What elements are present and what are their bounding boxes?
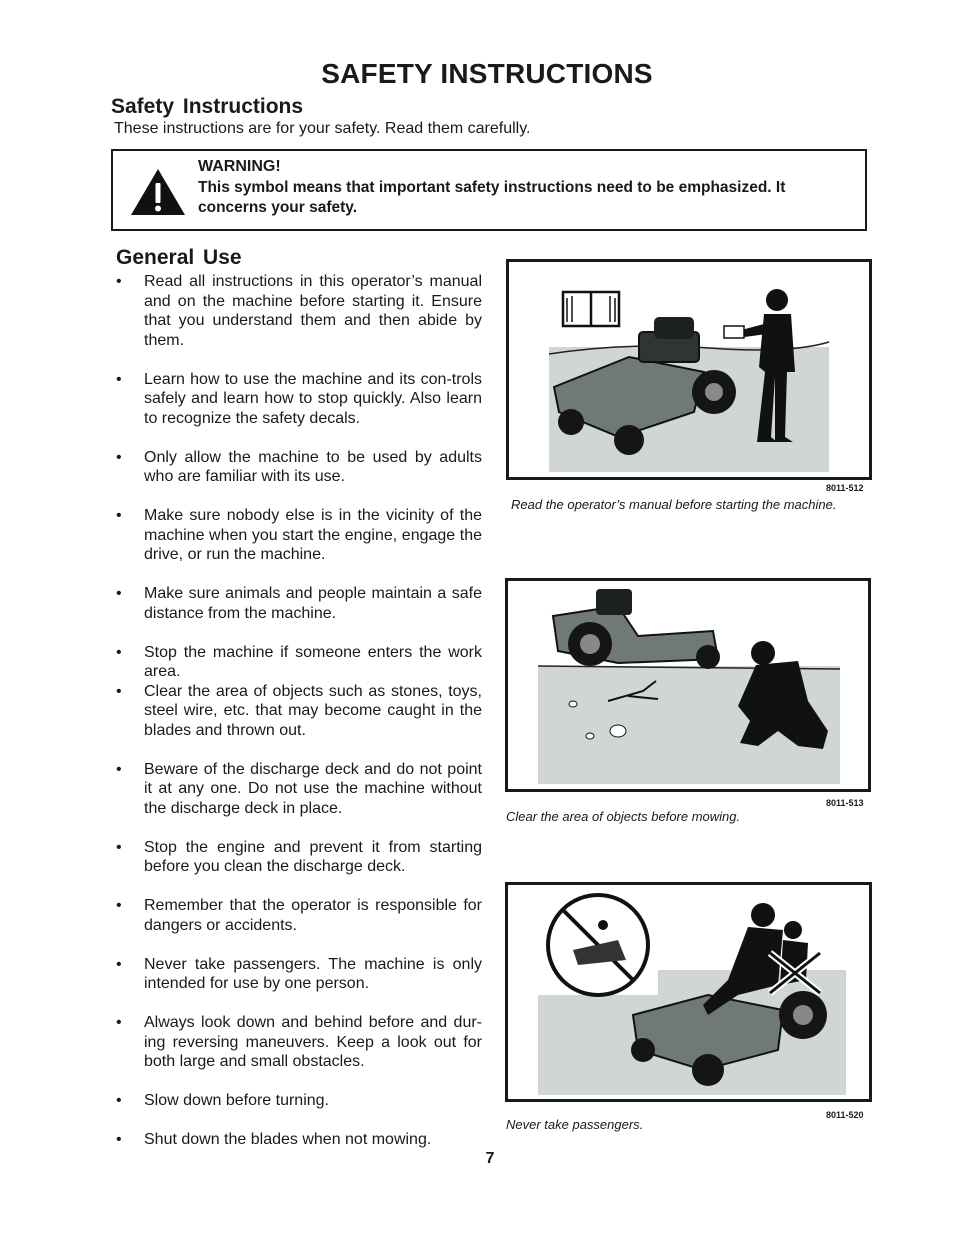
safety-heading: Safety Instructions xyxy=(111,95,304,118)
prohibition-icon xyxy=(548,895,648,995)
list-item: • Make sure animals and people maintain a safe distance from the machine. xyxy=(116,584,482,623)
warning-text: This symbol means that important safety instructions need to be emphasized. It concerns your safety. xyxy=(198,179,786,216)
list-item: • Shut down the blades when not mowing. xyxy=(116,1130,482,1150)
figure-clear-area xyxy=(505,578,871,792)
list-item: • Make sure nobody else is in the vicinity of the machine when you start the engine, engage the drive, or run the machine. xyxy=(116,506,482,565)
list-item: • Always look down and behind before and dur-ing reversing maneuvers. Keep a look out for both large and small obstacles. xyxy=(116,1013,482,1072)
list-item: • Remember that the operator is responsible for dangers or accidents. xyxy=(116,896,482,935)
figure-read-manual xyxy=(506,259,872,480)
figure-code: 8011-520 xyxy=(826,1110,864,1120)
list-item: • Slow down before turning. xyxy=(116,1091,482,1111)
list-item: • Read all instructions in this operator’s manual and on the machine before starting it. Ensure that you understand them and then abide by them. xyxy=(116,272,482,350)
no-passengers-illustration xyxy=(508,885,869,1099)
warning-heading: WARNING! xyxy=(198,158,281,175)
figure-caption: Read the operator’s manual before starting the machine. xyxy=(511,497,837,512)
safety-intro: These instructions are for your safety. Read them carefully. xyxy=(114,120,531,137)
list-item: • Stop the engine and prevent it from starting before you clean the discharge deck. xyxy=(116,838,482,877)
page-number: 7 xyxy=(485,1150,495,1167)
general-use-heading: General Use xyxy=(116,246,242,269)
mower-illustration xyxy=(553,589,720,669)
list-item: • Clear the area of objects such as stones, toys, steel wire, etc. that may become caught in the blades and thrown out. xyxy=(116,682,482,741)
list-item: • Never take passengers. The machine is only intended for use by one person. xyxy=(116,955,482,994)
figure-caption: Clear the area of objects before mowing. xyxy=(506,809,741,824)
page-title: SAFETY INSTRUCTIONS xyxy=(321,58,653,89)
clear-objects-illustration xyxy=(508,581,868,789)
mower-and-operator-illustration xyxy=(509,262,869,477)
list-item: • Only allow the machine to be used by adults who are familiar with its use. xyxy=(116,448,482,487)
figure-code: 8011-512 xyxy=(826,483,864,493)
figure-no-passengers xyxy=(505,882,872,1102)
open-book-icon xyxy=(563,292,619,326)
warning-box xyxy=(111,149,867,231)
list-item: • Beware of the discharge deck and do not point it at any one. Do not use the machine without the discharge deck in place. xyxy=(116,760,482,819)
list-item: • Stop the machine if someone enters the work area. xyxy=(116,643,482,682)
figure-code: 8011-513 xyxy=(826,798,864,808)
warning-triangle-icon xyxy=(129,167,187,217)
figure-caption: Never take passengers. xyxy=(506,1117,644,1132)
list-item: • Learn how to use the machine and its con-trols safely and learn how to stop quickly. Also learn to recognize the safety decals. xyxy=(116,370,482,429)
general-use-list xyxy=(116,272,482,1150)
